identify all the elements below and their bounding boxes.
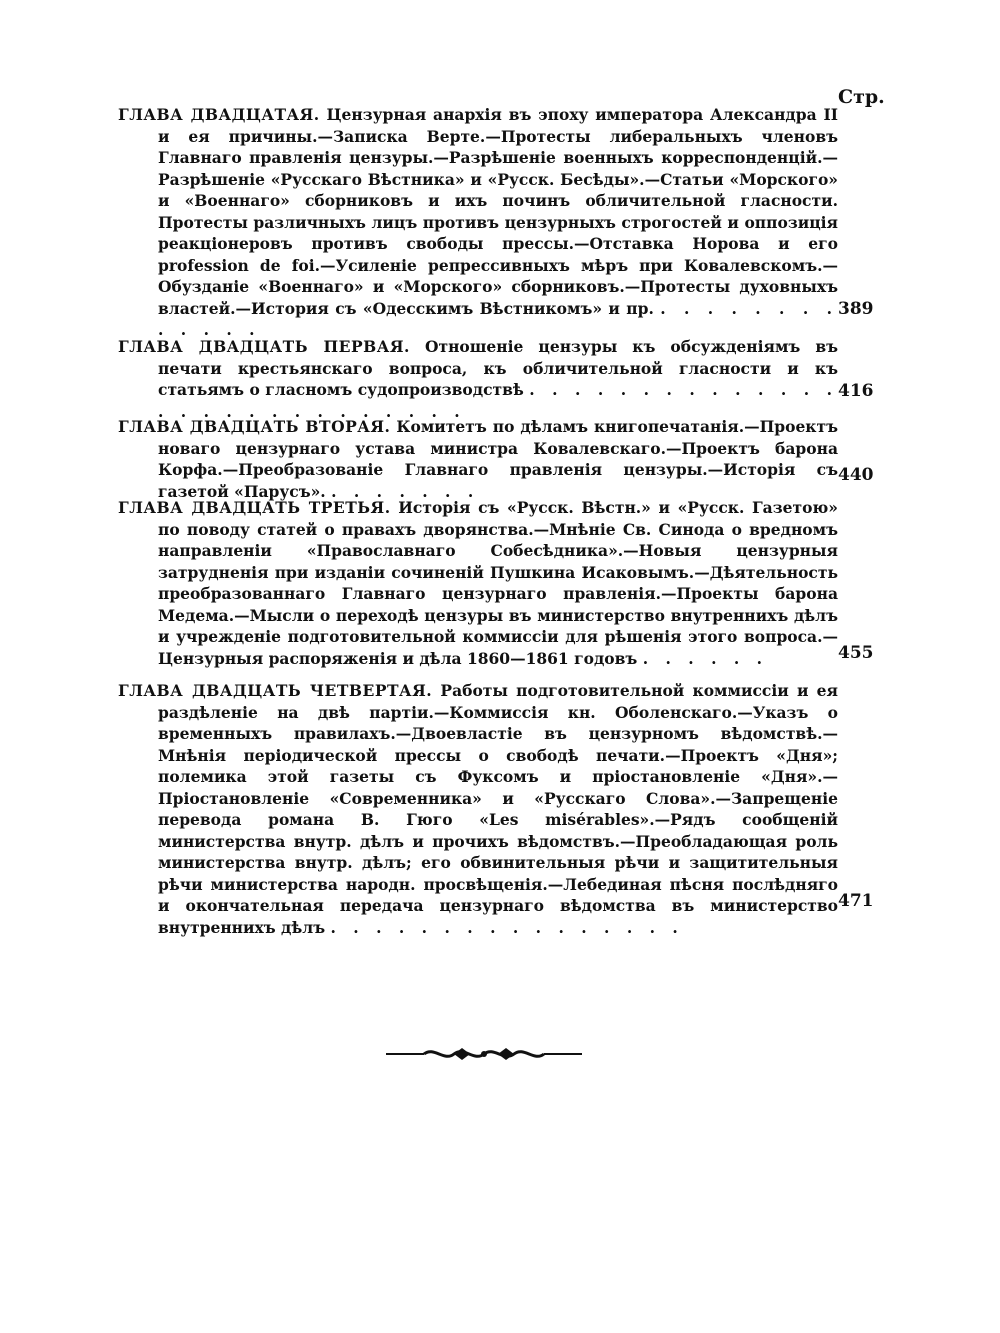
chapter-title: ГЛАВА ДВАДЦАТЬ ПЕРВАЯ.: [118, 337, 410, 356]
chapter-summary: Комитетъ по дѣламъ книгопечатанія.—Проектъ новаго цензурнаго устава министра Ковалевскаго.—Проектъ барона Корфа.—Преобразованіе Главнаго правленія цензуры.—Исторія съ газетой «Парусъ».: [158, 417, 838, 501]
toc-entry: [118, 497, 838, 669]
leader-dots: . . . . . . . . . . . . . . . .: [330, 917, 684, 937]
toc-entry-text-block: [118, 336, 838, 422]
chapter-summary: Отношеніе цензуры къ обсужденіямъ въ печати крестьянскаго вопроса, къ обличительной гласности и къ статьямъ о гласномъ судопроизводствѣ: [158, 337, 838, 399]
page-number: 416: [838, 381, 874, 401]
chapter-title: ГЛАВА ДВАДЦАТЬ ВТОРАЯ.: [118, 417, 391, 436]
leader-dots: . . . . . .: [642, 648, 769, 668]
toc-entry-text-block: [118, 416, 838, 502]
chapter-summary: Исторія съ «Русск. Вѣстн.» и «Русск. Газетою» по поводу статей о правахъ дворянства.—Мнѣніе Св. Синода о вредномъ направленіи «Православнаго Собесѣдника».—Новыя цензурныя затрудненія при изданіи сочиненій Пушкина Исаковымъ.—Дѣятельность преобразованнаго Главнаго цензурнаго правленія.—Проекты барона Медема.—Мысли о переходѣ цензуры въ министерство внутреннихъ дѣлъ и учрежденіе подготовительной коммиссіи для рѣшенія этого вопроса.—Цензурныя распоряженія и дѣла 1860—1861 годовъ: [158, 498, 838, 668]
toc-entry-text-block: [118, 104, 838, 341]
chapter-summary: Цензурная анархія въ эпоху императора Александра II и ея причины.—Записка Верте.—Протесты либеральныхъ членовъ Главнаго правленія цензуры.—Разрѣшеніе военныхъ корреспонденцій.—Разрѣшеніе «Русскаго Вѣстника» и «Русск. Бесѣды».—Статьи «Морского» и «Военнаго» сборниковъ и ихъ починъ обличительной гласности. Протесты различныхъ лицъ противъ цензурныхъ строгостей и оппозиція реакціонеровъ противъ свободы прессы.—Отставка Норова и его profession de foi.—Усиленіе репрессивныхъ мѣръ при Ковалевскомъ.—Обузданіе «Военнаго» и «Морского» сборниковъ.—Протесты духовныхъ властей.—История съ «Одесскимъ Вѣстникомъ» и пр.: [158, 105, 838, 318]
leader-dots: . . . . . . .: [331, 481, 480, 501]
toc-entry-text-block: [118, 497, 838, 669]
page-number: 389: [838, 299, 874, 319]
toc-entry: [118, 416, 838, 502]
leader-dots: . . . . . . . . . . . . .: [158, 298, 838, 339]
toc-entry: [118, 336, 838, 422]
chapter-title: ГЛАВА ДВАДЦАТЬ ЧЕТВЕРТАЯ.: [118, 681, 433, 700]
chapter-title: ГЛАВА ДВАДЦАТЬ ТРЕТЬЯ.: [118, 498, 391, 517]
page-number: 440: [838, 465, 874, 485]
toc-entry: [118, 680, 838, 938]
ornamental-flourish-icon: [384, 1044, 584, 1064]
page-number: 455: [838, 643, 874, 663]
toc-entry: [118, 104, 838, 341]
page-number: 471: [838, 891, 874, 911]
page-column-label: Стр.: [838, 86, 885, 108]
chapter-summary: Работы подготовительной коммиссіи и ея раздѣленіе на двѣ партіи.—Коммиссія кн. Оболенскаго.—Указъ о временныхъ правилахъ.—Двоевластіе въ цензурномъ вѣдомствѣ.—Мнѣнія періодической прессы о свободѣ печати.—Проектъ «Дня»; полемика этой газеты съ Фуксомъ и пріостановленіе «Дня».—Пріостановленіе «Современника» и «Русскаго Слова».—Запрещеніе перевода романа В. Гюго «Les misérables».—Рядъ сообщеній министерства внутр. дѣлъ и прочихъ вѣдомствъ.—Преобладающая роль министерства внутр. дѣлъ; его обвинительныя рѣчи и защитительныя рѣчи министерства народн. просвѣщенія.—Лебединая пѣсня послѣдняго и окончательная передача цензурнаго вѣдомства въ министерство внутреннихъ дѣлъ: [158, 681, 838, 937]
chapter-title: ГЛАВА ДВАДЦАТАЯ.: [118, 105, 320, 124]
toc-entry-text-block: [118, 680, 838, 938]
leader-dots: . . . . . . . . . . . . . . . . . . . . . . . . . . . .: [158, 380, 838, 421]
